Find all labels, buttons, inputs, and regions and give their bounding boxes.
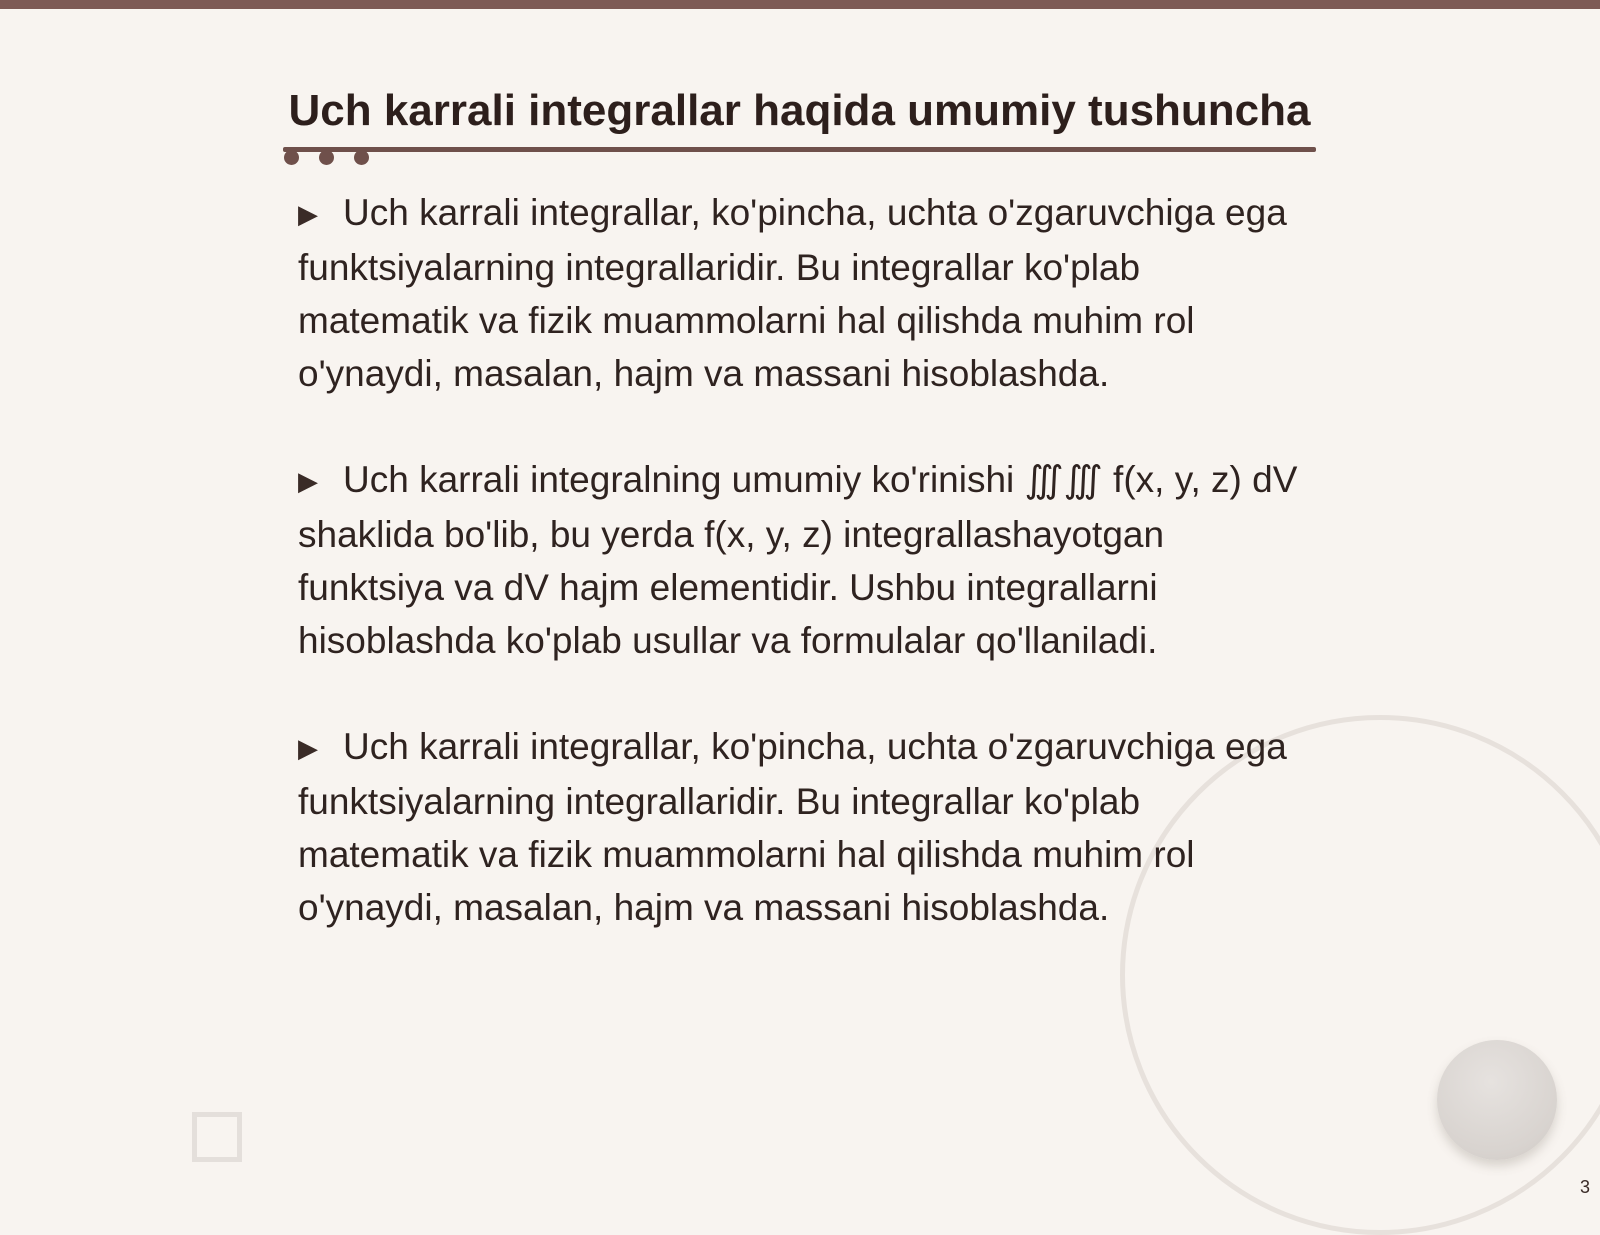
- triangle-right-icon: ▶: [298, 199, 318, 229]
- page-number: 3: [1579, 1177, 1590, 1197]
- bullet-item: [298, 720, 1318, 934]
- bullet-text: Uch karrali integrallar, ko'pincha, uchta o'zgaruvchiga ega funktsiyalarning integrallaridir. Bu integrallar ko'plab matematik va fizik muammolarni hal qilishda muhim rol o'ynaydi, masalan, hajm va massani hisoblashda.: [298, 192, 1287, 394]
- title-dot: [284, 150, 299, 165]
- bullet-text: Uch karrali integrallar, ko'pincha, uchta o'zgaruvchiga ega funktsiyalarning integrallaridir. Bu integrallar ko'plab matematik va fizik muammolarni hal qilishda muhim rol o'ynaydi, masalan, hajm va massani hisoblashda.: [298, 726, 1287, 928]
- decorative-circle: [1437, 1040, 1557, 1160]
- bullet-text: Uch karrali integralning umumiy ko'rinishi ∭∭ f(x, y, z) dV shaklida bo'lib, bu yerda f(x, y, z) integrallashayotgan funktsiya va dV hajm elementidir. Ushbu integrallarni hisoblashda ko'plab usullar va formulalar qo'llaniladi.: [298, 459, 1298, 661]
- triangle-right-icon: ▶: [298, 466, 318, 496]
- title-underline: [283, 147, 1316, 152]
- decorative-square: [192, 1112, 242, 1162]
- bullet-item: [298, 453, 1318, 667]
- bullet-item: [298, 186, 1318, 400]
- title-dot: [354, 150, 369, 165]
- bullet-list: [298, 186, 1318, 934]
- triangle-right-icon: ▶: [298, 733, 318, 763]
- title-dot: [319, 150, 334, 165]
- slide-title: Uch karrali integrallar haqida umumiy tushuncha: [288, 86, 1311, 135]
- top-accent-bar: [0, 0, 1600, 9]
